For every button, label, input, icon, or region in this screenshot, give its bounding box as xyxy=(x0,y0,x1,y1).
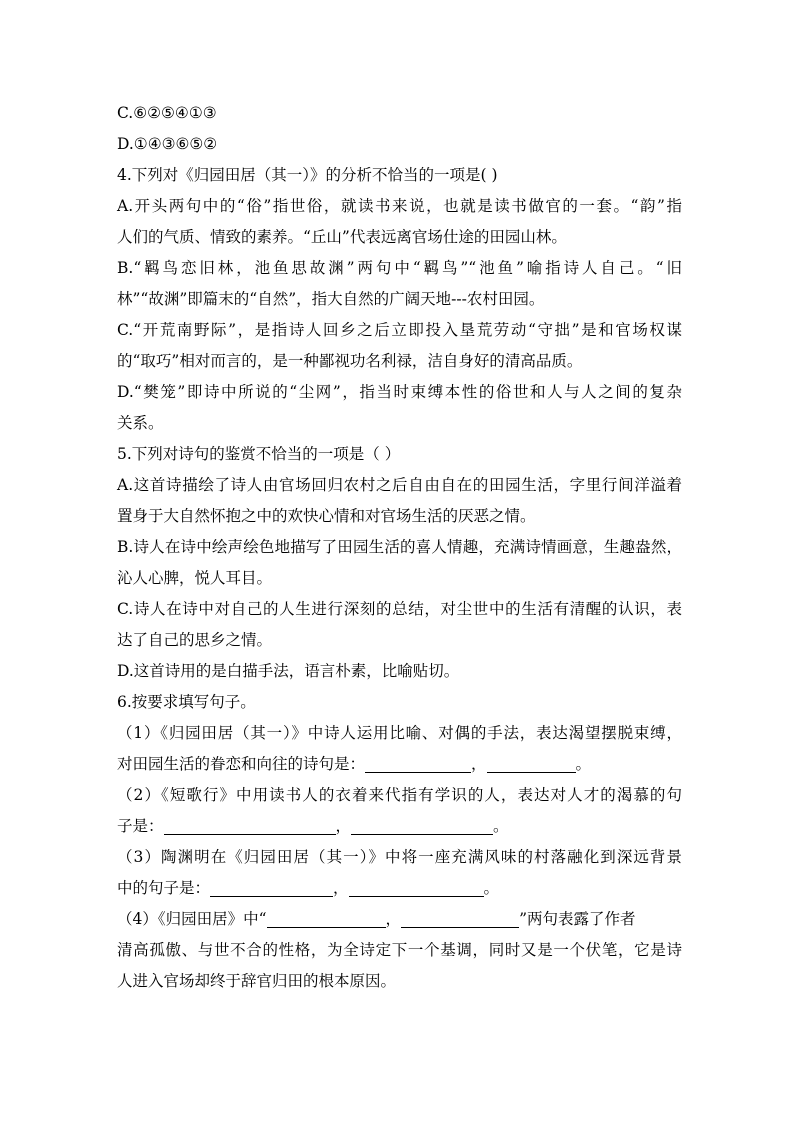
q4-option-a-line1: A.开头两句中的“俗”指世俗，就读书来说，也就是读书做官的一套。“韵”指 xyxy=(117,197,682,215)
q4-option-d-line2: 关系。 xyxy=(117,414,164,432)
q6-part4-line1 xyxy=(117,904,682,935)
q5-option-a-line1: A.这首诗描绘了诗人由官场回归农村之后自由自在的田园生活，字里行间洋溢着 xyxy=(117,476,682,494)
option-c-prev: C.⑥②⑤④①③ xyxy=(117,104,217,122)
q4-option-a-line2: 人们的气质、情致的素养。“丘山”代表远离官场仕途的田园山林。 xyxy=(117,228,567,246)
answer-blank-3a[interactable] xyxy=(210,878,333,897)
q6-part3-prompt: 中的句子是： xyxy=(117,879,211,897)
question-5-stem: 5.下列对诗句的鉴赏不恰当的一项是（ ） xyxy=(117,445,401,463)
q6-part4-prompt: （4）《归园田居》中“ xyxy=(117,910,267,928)
q6-part3-line1: （3）陶渊明在《归园田居（其一）》中将一座充满风味的村落融化到深远背景 xyxy=(117,848,682,866)
q6-part4-suffix: ”两句表露了作者 xyxy=(519,910,636,928)
comma: ， xyxy=(333,879,349,897)
document-page xyxy=(117,98,682,997)
q4-option-c-line1: C.“开荒南野际”，是指诗人回乡之后立即投入垦荒劳动“守拙”是和官场权谋 xyxy=(117,321,682,339)
q5-option-b-line1: B.诗人在诗中绘声绘色地描写了田园生活的喜人情趣，充满诗情画意，生趣盎然， xyxy=(117,538,682,556)
q6-part3-line2 xyxy=(117,873,682,904)
q5-option-c-line1: C.诗人在诗中对自己的人生进行深刻的总结，对尘世中的生活有清醒的认识，表 xyxy=(117,600,682,618)
q5-option-c-line2: 达了自己的思乡之情。 xyxy=(117,631,273,649)
answer-blank-4a[interactable] xyxy=(267,909,386,928)
q4-option-c-line2: 的“取巧”相对而言的，是一种鄙视功名利禄，洁自身好的清高品质。 xyxy=(117,352,583,370)
period: 。 xyxy=(483,879,500,897)
q6-part4-line2: 清高孤傲、与世不合的性格，为全诗定下一个基调，同时又是一个伏笔，它是诗 xyxy=(117,941,682,959)
q6-part2-line1: （2）《短歌行》中用读书人的衣着来代指有学识的人，表达对人才的渴慕的句 xyxy=(117,786,682,804)
q5-option-b-line2: 沁人心脾，悦人耳目。 xyxy=(117,569,273,587)
period: 。 xyxy=(575,755,592,773)
q4-option-b-line2: 林”“故渊”即篇末的“自然”，指大自然的广阔天地---农村田园。 xyxy=(117,290,545,308)
comma: ， xyxy=(335,817,352,835)
answer-blank-1a[interactable] xyxy=(365,754,471,773)
q5-option-d-line1: D.这首诗用的是白描手法，语言朴素，比喻贴切。 xyxy=(117,662,460,680)
option-d-prev: D.①④③⑥⑤② xyxy=(117,135,218,153)
answer-blank-2b[interactable] xyxy=(351,816,493,835)
q6-part4-line3: 人进入官场却终于辞官归田的根本原因。 xyxy=(117,972,397,990)
period: 。 xyxy=(493,817,509,835)
answer-blank-3b[interactable] xyxy=(349,878,484,897)
answer-blank-1b[interactable] xyxy=(487,754,576,773)
q5-option-a-line2: 置身于大自然怀抱之中的欢快心情和对官场生活的厌恶之情。 xyxy=(117,507,536,525)
q6-part2-prompt: 子是： xyxy=(117,817,164,835)
q4-option-b-line1: B.“羁鸟恋旧林，池鱼思故渊”两句中“羁鸟”“池鱼”喻指诗人自己。“旧 xyxy=(117,259,682,277)
q6-part1-line2 xyxy=(117,749,682,780)
comma: ， xyxy=(471,755,487,773)
comma: ， xyxy=(385,910,402,928)
question-4-stem: 4.下列对《归园田居（其一）》的分析不恰当的一项是( ) xyxy=(117,166,498,184)
answer-blank-2a[interactable] xyxy=(164,816,336,835)
question-6-stem: 6.按要求填写句子。 xyxy=(117,693,256,711)
q6-part1-line1: （1）《归园田居（其一）》中诗人运用比喻、对偶的手法，表达渴望摆脱束缚， xyxy=(117,724,682,742)
q4-option-d-line1: D.“樊笼”即诗中所说的“尘网”，指当时束缚本性的俗世和人与人之间的复杂 xyxy=(117,383,682,401)
answer-blank-4b[interactable] xyxy=(401,909,519,928)
q6-part1-prompt: 对田园生活的眷恋和向往的诗句是： xyxy=(117,755,366,773)
q6-part2-line2 xyxy=(117,811,682,842)
